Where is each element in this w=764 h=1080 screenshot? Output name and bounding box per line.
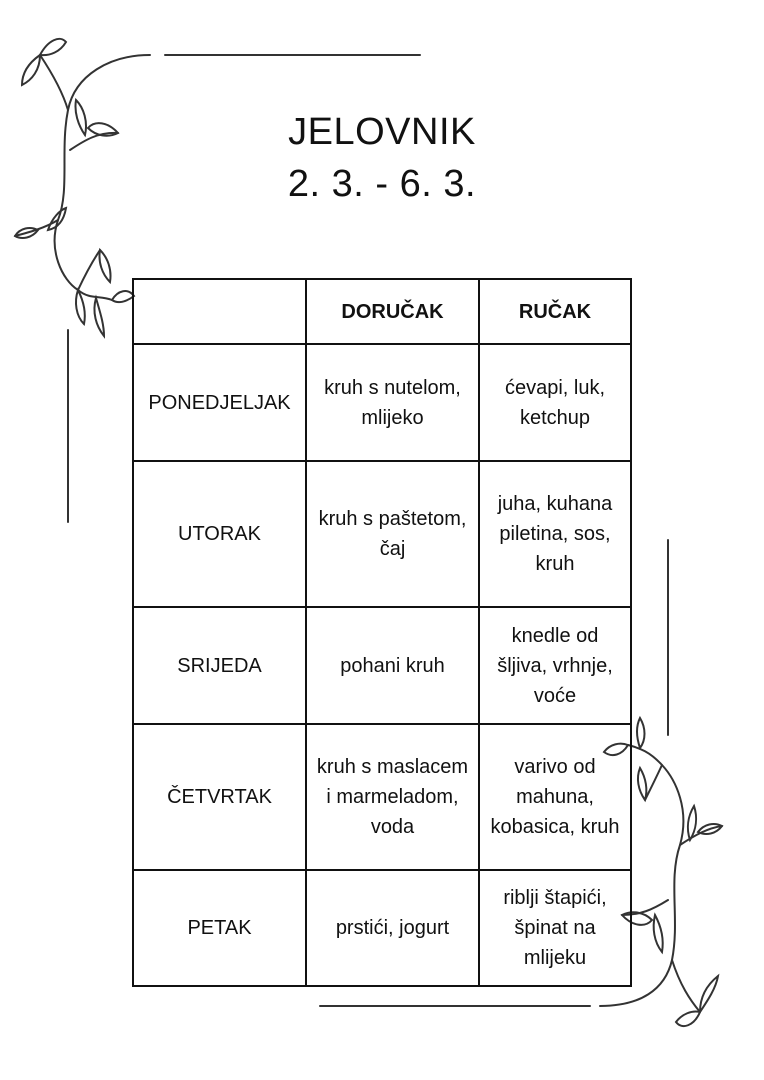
lunch-cell: riblji štapići, špinat na mlijeku	[479, 870, 631, 986]
breakfast-cell: kruh s maslacem i marmeladom, voda	[306, 724, 479, 870]
table-row	[133, 344, 631, 461]
day-cell: ČETVRTAK	[133, 724, 306, 870]
table-row	[133, 724, 631, 870]
table-header-row	[133, 279, 631, 344]
menu-title: JELOVNIK	[288, 111, 476, 153]
breakfast-cell: kruh s nutelom, mlijeko	[306, 344, 479, 461]
lunch-cell: ćevapi, luk, ketchup	[479, 344, 631, 461]
header-cell-empty	[133, 279, 306, 344]
breakfast-cell: prstići, jogurt	[306, 870, 479, 986]
menu-date-range: 2. 3. - 6. 3.	[287, 163, 477, 205]
lunch-cell: knedle od šljiva, vrhnje, voće	[479, 607, 631, 724]
day-cell: SRIJEDA	[133, 607, 306, 724]
lunch-cell: juha, kuhana piletina, sos, kruh	[479, 461, 631, 607]
day-cell: PONEDJELJAK	[133, 344, 306, 461]
table-row	[133, 607, 631, 724]
header-cell-breakfast: DORUČAK	[306, 279, 479, 344]
table-row	[133, 870, 631, 986]
menu-table	[132, 278, 632, 987]
lunch-cell: varivo od mahuna, kobasica, kruh	[479, 724, 631, 870]
breakfast-cell: kruh s paštetom, čaj	[306, 461, 479, 607]
breakfast-cell: pohani kruh	[306, 607, 479, 724]
day-cell: PETAK	[133, 870, 306, 986]
day-cell: UTORAK	[133, 461, 306, 607]
header-cell-lunch: RUČAK	[479, 279, 631, 344]
table-row	[133, 461, 631, 607]
